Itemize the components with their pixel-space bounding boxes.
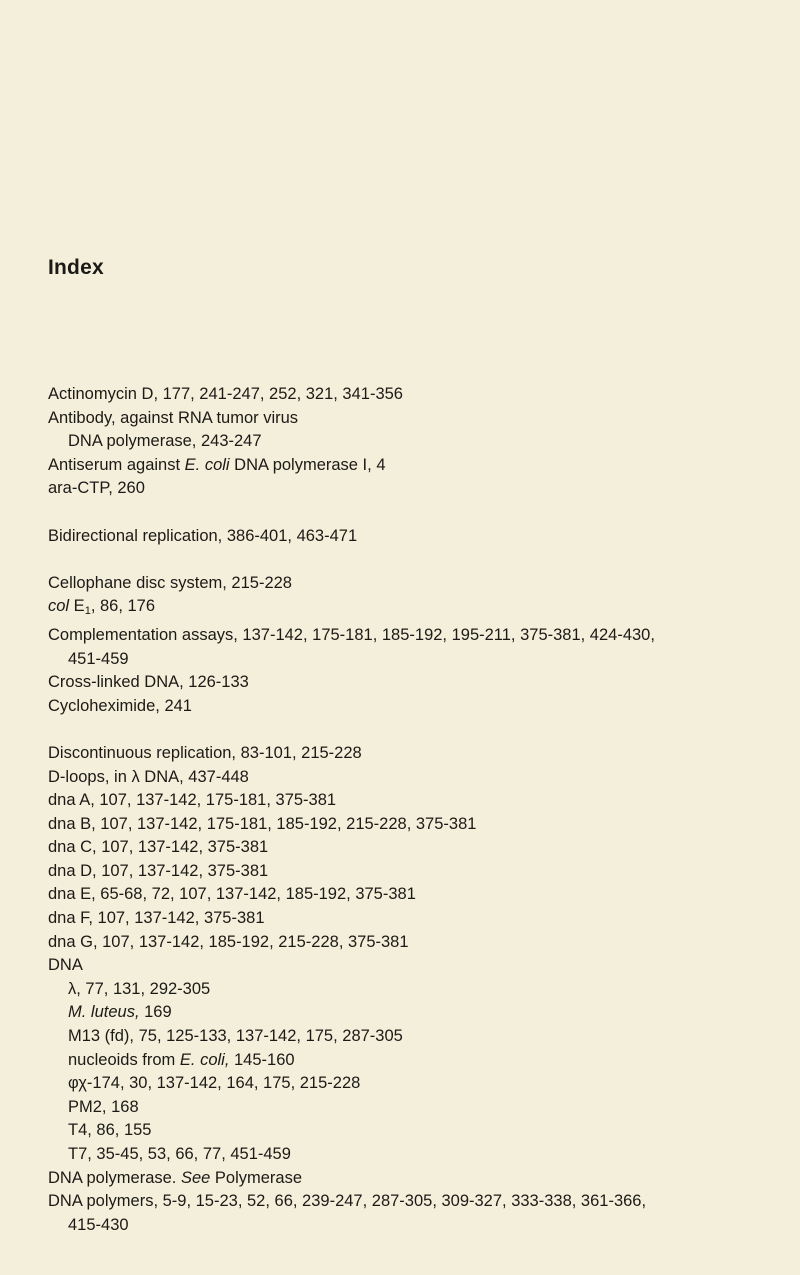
index-entry: dna A, 107, 137-142, 175-181, 375-381 [48, 791, 337, 810]
section-gap [48, 548, 788, 572]
index-entry [48, 1167, 788, 1191]
index-entry: dna E, 65-68, 72, 107, 137-142, 185-192, 375-381 [48, 885, 416, 904]
index-subentry: PM2, 168 [68, 1097, 139, 1116]
index-entry: Cycloheximide, 241 [48, 696, 192, 715]
index-entry: dna C, 107, 137-142, 375-381 [48, 838, 269, 857]
index-subentry: λ, 77, 131, 292-305 [68, 979, 211, 998]
index-subentry [48, 1001, 788, 1025]
index-subentry: DNA polymerase, 243-247 [68, 432, 262, 451]
index-entry: dna G, 107, 137-142, 185-192, 215-228, 375-381 [48, 932, 409, 951]
index-entry: Complementation assays, 137-142, 175-181, 185-192, 195-211, 375-381, 424-430, [48, 625, 655, 644]
index-entry: dna B, 107, 137-142, 175-181, 185-192, 215-228, 375-381 [48, 814, 477, 833]
entry-italic: E. coli [184, 455, 230, 474]
index-entry: Bidirectional replication, 386-401, 463-471 [48, 526, 358, 545]
entry-italic: M. luteus, [68, 1003, 140, 1022]
entry-italic: See [180, 1168, 211, 1187]
index-entry: dna D, 107, 137-142, 375-381 [48, 861, 269, 880]
index-entry: Discontinuous replication, 83-101, 215-228 [48, 743, 362, 762]
page-title: Index [48, 256, 104, 279]
entry-text: nucleoids from [68, 1050, 180, 1069]
entry-text: Polymerase [210, 1168, 303, 1187]
section-gap [48, 718, 788, 742]
entry-text: 169 [139, 1003, 172, 1022]
entry-text: Antiserum against [48, 455, 185, 474]
entry-italic: col [48, 597, 70, 616]
entry-text: E [69, 597, 85, 616]
index-entry: DNA polymers, 5-9, 15-23, 52, 66, 239-247, 287-305, 309-327, 333-338, 361-366, [48, 1192, 647, 1211]
entry-text: , 86, 176 [90, 597, 156, 616]
index-subentry [48, 1049, 788, 1073]
section-gap [48, 501, 788, 525]
index-entry-continuation: 451-459 [68, 649, 129, 668]
index-entry [48, 454, 788, 478]
index-subentry: T7, 35-45, 53, 66, 77, 451-459 [68, 1145, 291, 1163]
index-entry: DNA [48, 956, 83, 975]
index-entries [48, 383, 788, 1237]
index-entry: Cross-linked DNA, 126-133 [48, 673, 249, 692]
index-entry: Cellophane disc system, 215-228 [48, 573, 292, 592]
index-subentry: M13 (fd), 75, 125-133, 137-142, 175, 287-305 [68, 1027, 403, 1046]
index-entry: ara-CTP, 260 [48, 479, 145, 498]
entry-text: DNA polymerase I, 4 [229, 455, 386, 474]
entry-italic: E. coli, [179, 1050, 230, 1069]
index-entry-continuation: 415-430 [68, 1215, 129, 1234]
index-subentry: T4, 86, 155 [68, 1121, 152, 1140]
index-entry: Actinomycin D, 177, 241-247, 252, 321, 341-356 [48, 385, 403, 403]
index-entry: Antibody, against RNA tumor virus [48, 408, 299, 427]
index-entry: D-loops, in λ DNA, 437-448 [48, 767, 249, 786]
entry-text: DNA polymerase. [48, 1168, 181, 1187]
index-subentry: φχ-174, 30, 137-142, 164, 175, 215-228 [68, 1074, 361, 1093]
entry-subscript: 1 [84, 605, 91, 618]
index-entry [48, 595, 788, 624]
index-entry: dna F, 107, 137-142, 375-381 [48, 909, 265, 928]
entry-text: 145-160 [229, 1050, 295, 1069]
